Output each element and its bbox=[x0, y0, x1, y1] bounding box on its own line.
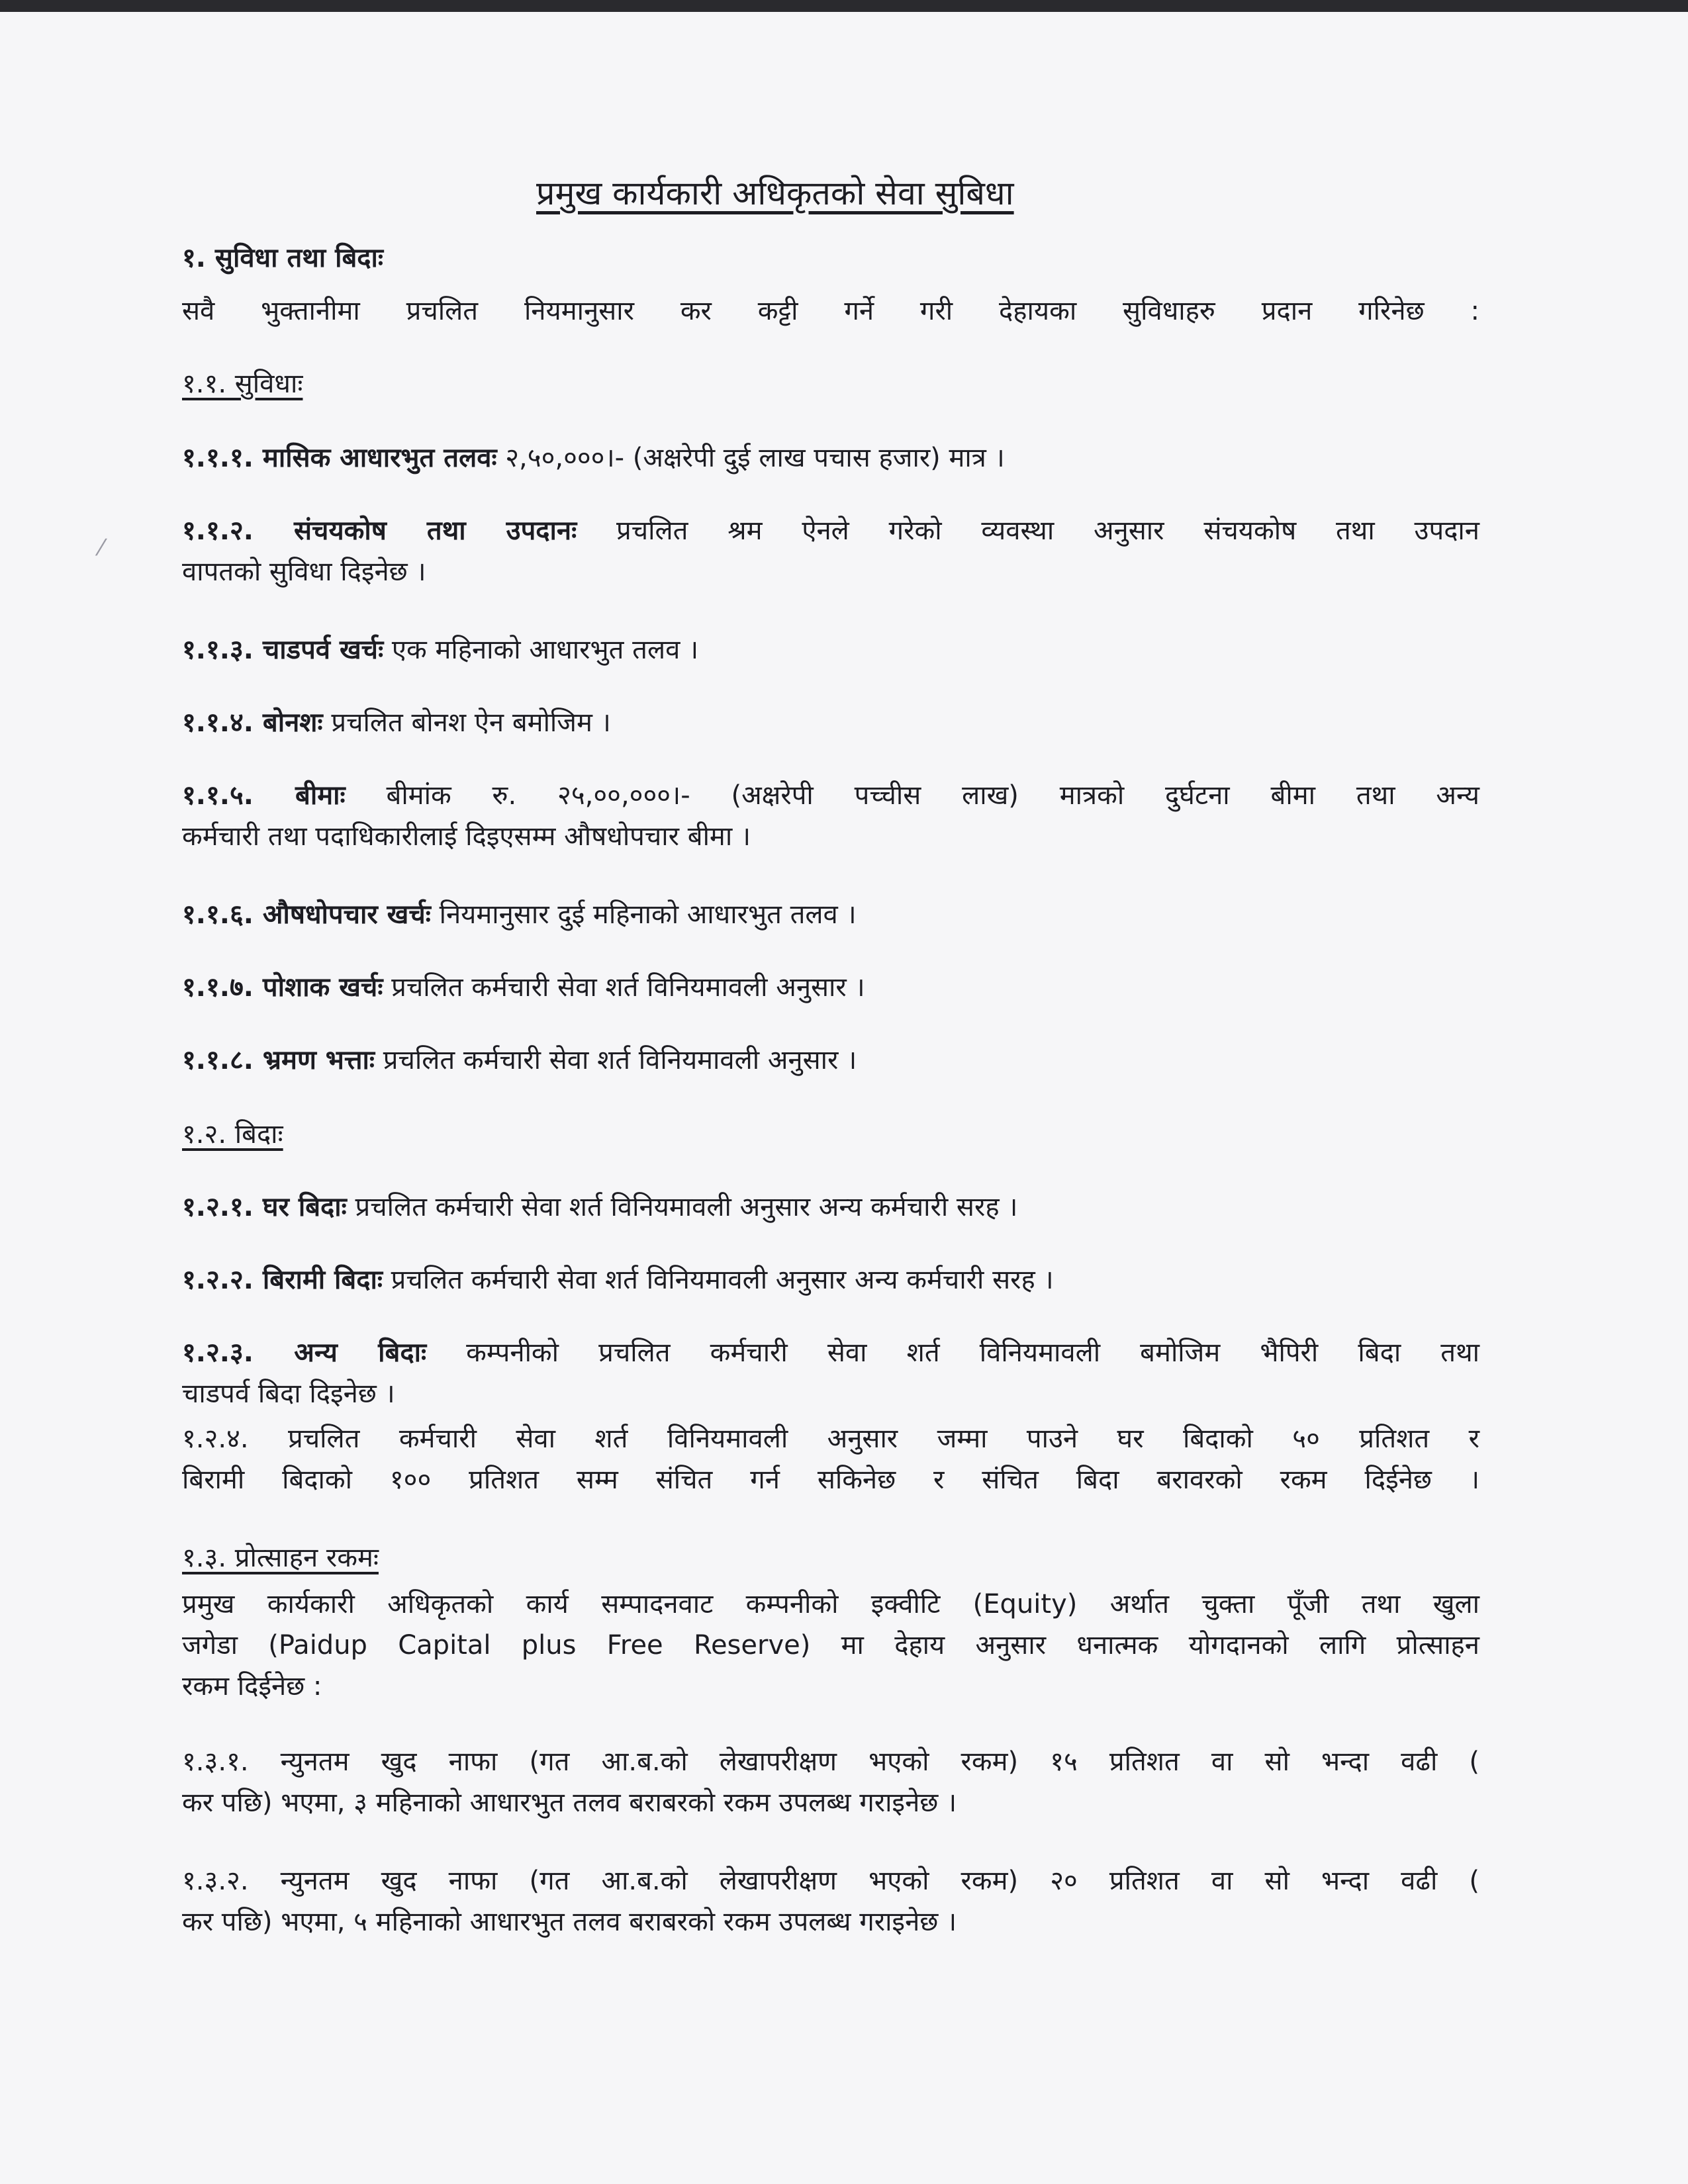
item-text: नियमानुसार दुई महिनाको आधारभुत तलव । bbox=[439, 899, 857, 930]
item-text: २,५०,०००।- (अक्षरेपी दुई लाख पचास हजार) मात्र । bbox=[505, 443, 1005, 473]
item-label: १.२.१. घर बिदाः bbox=[182, 1192, 347, 1222]
item-label: १.१.२. संचयकोष तथा उपदानः bbox=[182, 516, 577, 546]
section-1-intro: सवै भुक्तानीमा प्रचलित नियमानुसार कर कट्टी गर्ने गरी देहायका सुविधाहरु प्रदान गरिनेछ : bbox=[182, 296, 1479, 326]
item-label: १.१.४. बोनशः bbox=[182, 707, 323, 738]
item-1-1-7 bbox=[182, 972, 865, 1003]
item-text: कम्पनीको प्रचलित कर्मचारी सेवा शर्त विनियमावली बमोजिम भैपिरी बिदा तथा bbox=[466, 1338, 1480, 1368]
scan-top-edge bbox=[0, 0, 1688, 12]
item-1-2-4: १.२.४. प्रचलित कर्मचारी सेवा शर्त विनियमावली अनुसार जम्मा पाउने घर बिदाको ५० प्रतिशत र bbox=[182, 1424, 1479, 1454]
item-text: प्रचलित कर्मचारी सेवा शर्त विनियमावली अनुसार अन्य कर्मचारी सरह । bbox=[391, 1265, 1054, 1295]
item-text: प्रचलित कर्मचारी सेवा शर्त विनियमावली अनुसार अन्य कर्मचारी सरह । bbox=[355, 1192, 1018, 1222]
document-title: प्रमुख कार्यकारी अधिकृतको सेवा सुबिधा bbox=[536, 174, 1014, 212]
item-1-1-5-cont: कर्मचारी तथा पदाधिकारीलाई दिइएसम्म औषधोपचार बीमा । bbox=[182, 821, 751, 852]
item-text: प्रचलित बोनश ऐन बमोजिम । bbox=[331, 707, 611, 738]
item-label: १.१.७. पोशाक खर्चः bbox=[182, 972, 383, 1003]
document-page bbox=[0, 12, 1688, 2184]
item-label: १.१.३. चाडपर्व खर्चः bbox=[182, 635, 384, 665]
item-label: १.१.६. औषधोपचार खर्चः bbox=[182, 899, 431, 930]
section-1-3-intro-line-2: जगेडा (Paidup Capital plus Free Reserve) मा देहाय अनुसार धनात्मक योगदानको लागि प्रोत्साहन bbox=[182, 1630, 1479, 1661]
scan-mark: ⁄ bbox=[99, 535, 103, 561]
item-1-1-5 bbox=[182, 780, 1479, 811]
section-1-2-heading: १.२. बिदाः bbox=[182, 1119, 283, 1150]
section-1-3-intro-line-1: प्रमुख कार्यकारी अधिकृतको कार्य सम्पादनवाट कम्पनीको इक्वीटि (Equity) अर्थात चुक्ता पूँजी तथा खुला bbox=[182, 1589, 1479, 1619]
section-1-3-heading: १.३. प्रोत्साहन रकमः bbox=[182, 1543, 379, 1573]
item-text: बीमांक रु. २५,००,०००।- (अक्षरेपी पच्चीस लाख) मात्रको दुर्घटना बीमा तथा अन्य bbox=[386, 780, 1479, 811]
section-1-heading: १. सुविधा तथा बिदाः bbox=[182, 243, 383, 273]
item-label: १.२.२. बिरामी बिदाः bbox=[182, 1265, 383, 1295]
item-1-1-6 bbox=[182, 899, 857, 931]
item-1-1-4 bbox=[182, 707, 611, 739]
section-1-1-heading: १.१. सुविधाः bbox=[182, 369, 303, 399]
section-1-3-intro-line-3: रकम दिईनेछ : bbox=[182, 1671, 322, 1702]
item-text: एक महिनाको आधारभुत तलव । bbox=[391, 635, 699, 665]
item-1-2-3 bbox=[182, 1337, 1479, 1369]
item-1-1-2-cont: वापतको सुविधा दिइनेछ । bbox=[182, 557, 426, 587]
item-1-3-2: १.३.२. न्युनतम खुद नाफा (गत आ.ब.को लेखापरीक्षण भएको रकम) २० प्रतिशत वा सो भन्दा वढी ( bbox=[182, 1866, 1479, 1896]
item-1-3-1-cont: कर पछि) भएमा, ३ महिनाको आधारभुत तलव बराबरको रकम उपलब्ध गराइनेछ । bbox=[182, 1788, 957, 1818]
item-label: १.१.५. बीमाः bbox=[182, 780, 346, 811]
item-1-2-4-cont: बिरामी बिदाको १०० प्रतिशत सम्म संचित गर्न सकिनेछ र संचित बिदा बरावरको रकम दिईनेछ । bbox=[182, 1465, 1479, 1495]
item-1-2-2 bbox=[182, 1264, 1054, 1296]
item-1-1-8 bbox=[182, 1044, 857, 1076]
item-text: प्रचलित श्रम ऐनले गरेको व्यवस्था अनुसार संचयकोष तथा उपदान bbox=[616, 516, 1479, 546]
item-label: १.२.३. अन्य बिदाः bbox=[182, 1338, 427, 1368]
item-1-3-1: १.३.१. न्युनतम खुद नाफा (गत आ.ब.को लेखापरीक्षण भएको रकम) १५ प्रतिशत वा सो भन्दा वढी ( bbox=[182, 1747, 1479, 1777]
item-1-1-1 bbox=[182, 442, 1005, 474]
item-1-1-2 bbox=[182, 515, 1479, 547]
item-label: १.१.८. भ्रमण भत्ताः bbox=[182, 1045, 375, 1075]
item-text: प्रचलित कर्मचारी सेवा शर्त विनियमावली अनुसार । bbox=[391, 972, 865, 1003]
item-text: प्रचलित कर्मचारी सेवा शर्त विनियमावली अनुसार । bbox=[383, 1045, 857, 1075]
item-1-2-3-cont: चाडपर्व बिदा दिइनेछ । bbox=[182, 1379, 395, 1409]
item-1-2-1 bbox=[182, 1191, 1017, 1223]
item-1-1-3 bbox=[182, 634, 698, 666]
item-1-3-2-cont: कर पछि) भएमा, ५ महिनाको आधारभुत तलव बराबरको रकम उपलब्ध गराइनेछ । bbox=[182, 1907, 957, 1937]
item-label: १.१.१. मासिक आधारभुत तलवः bbox=[182, 443, 497, 473]
